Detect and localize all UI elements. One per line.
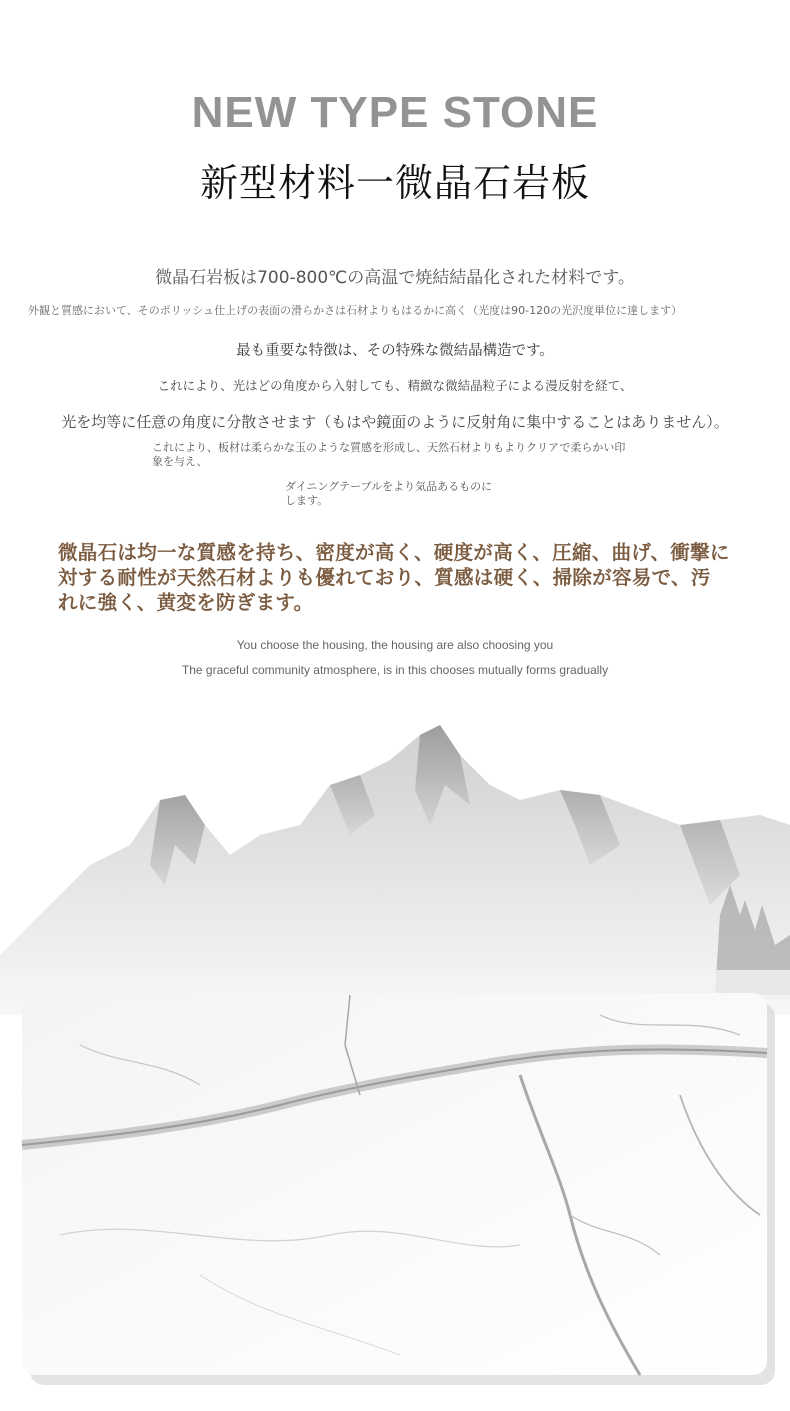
highlight-paragraph: 微晶石は均一な質感を持ち、密度が高く、硬度が高く、圧縮、曲げ、衝撃に対する耐性が天然石材よりも優れており、質感は硬く、掃除が容易で、汚れに強く、黄変を防ぎます。 [58,541,730,614]
intro-line-2: 外観と質感において、そのポリッシュ仕上げの表面の滑らかさは石材よりもはるかに高く（光度は90-120の光沢度単位に達します） [28,304,683,317]
intro-line-3: 最も重要な特徴は、その特殊な微結晶構造です。 [236,343,554,359]
heading-english: NEW TYPE STONE [191,88,599,137]
intro-line-7: ダイニングテーブルをより気品あるものにします。 [285,480,493,507]
intro-line-4: これにより、光はどの角度から入射しても、精緻な微結晶粒子による漫反射を経て、 [157,378,633,393]
tagline-line-2: The graceful community atmosphere, is in this chooses mutually forms gradually [181,663,609,677]
intro-line-1: 微晶石岩板は700-800℃の高温で焼結結晶化された材料です。 [155,268,635,288]
heading-japanese: 新型材料一微晶石岩板 [199,161,590,205]
marble-slab [22,993,775,1385]
tagline-line-1: You choose the housing, the housing are also choosing you [236,638,554,652]
intro-line-5: 光を均等に任意の角度に分散させます（もはや鏡面のように反射角に集中することはありません）。 [61,413,729,431]
mountain-marble-illustration [0,715,790,1411]
intro-line-6: これにより、板材は柔らかな玉のような質感を形成し、天然石材よりもよりクリアで柔らかい印象を与え、 [152,441,626,468]
